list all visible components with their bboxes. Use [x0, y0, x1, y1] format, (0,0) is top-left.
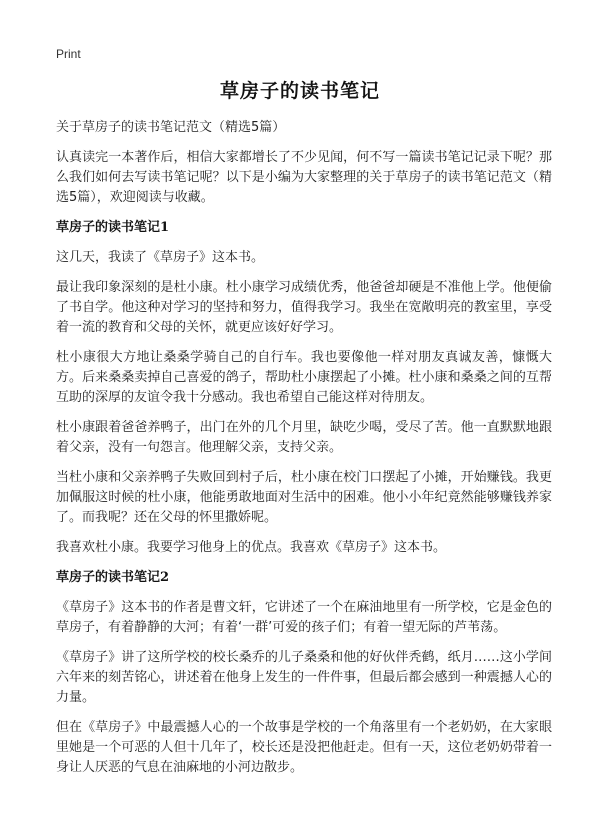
article-subtitle: 关于草房子的读书笔记范文（精选5篇） [56, 120, 286, 135]
intro-paragraph: 认真读完一本著作后，相信大家都增长了不少见闻，何不写一篇读书笔记记录下呢？那么我们如何去写读书笔记呢？以下是小编为大家整理的关于草房子的读书笔记范文（精选5篇），欢迎阅读与收藏。 [56, 150, 552, 205]
section-1-paragraph-6: 我喜欢杜小康。我要学习他身上的优点。我喜欢《草房子》这本书。 [56, 540, 447, 555]
article-body [56, 118, 552, 788]
print-link[interactable]: Print [56, 47, 81, 61]
section-1-paragraph-4: 杜小康跟着爸爸养鸭子，出门在外的几个月里，缺吃少喝，受尽了苦。他一直默默地跟着父亲，没有一句怨言。他理解父亲，支持父亲。 [56, 420, 552, 455]
page-title: 草房子的读书笔记 [219, 80, 380, 102]
section-heading-1: 草房子的读书笔记1 [56, 220, 170, 235]
section-1-paragraph-5: 当杜小康和父亲养鸭子失败回到村子后，杜小康在校门口摆起了小摊，开始赚钱。我更加佩服这时候的杜小康，他能勇敢地面对生活中的困难。他小小年纪竟然能够赚钱养家了。而我呢？还在父母的怀里撒娇呢。 [56, 470, 552, 525]
section-1-paragraph-3: 杜小康很大方地让桑桑学骑自己的自行车。我也要像他一样对朋友真诚友善，慷慨大方。后来桑桑卖掉自己喜爱的鸽子，帮助杜小康摆起了小摊。杜小康和桑桑之间的互帮互助的深厚的友谊令我十分感动。我也希望自己能这样对待朋友。 [56, 350, 552, 405]
section-1-paragraph-2: 最让我印象深刻的是杜小康。杜小康学习成绩优秀，他爸爸却硬是不准他上学。他便偷了书自学。他这种对学习的坚持和努力，值得我学习。我坐在宽敞明亮的教室里，享受着一流的教育和父母的关怀，就更应该好好学习。 [56, 280, 552, 335]
section-2-paragraph-3: 但在《草房子》中最震撼人心的一个故事是学校的一个角落里有一个老奶奶，在大家眼里她是一个可恶的人但十几年了，校长还是没把他赶走。但有一天，这位老奶奶带着一身让人厌恶的气息在油麻地的小河边散步。 [56, 720, 552, 775]
section-2-paragraph-1: 《草房子》这本书的作者是曹文轩，它讲述了一个在麻油地里有一所学校，它是金色的草房子，有着静静的大河；有着‘一群’可爱的孩子们；有着一望无际的芦苇荡。 [56, 600, 552, 635]
section-heading-2: 草房子的读书笔记2 [56, 570, 170, 585]
section-1-paragraph-1: 这几天，我读了《草房子》这本书。 [56, 250, 265, 265]
section-2-paragraph-2: 《草房子》讲了这所学校的校长桑乔的儿子桑桑和他的好伙伴秃鹤，纸月……这小学间六年来的刻苦铭心，讲述着在他身上发生的一件件事，但最后都会感到一种震撼人心的力量。 [56, 650, 552, 705]
